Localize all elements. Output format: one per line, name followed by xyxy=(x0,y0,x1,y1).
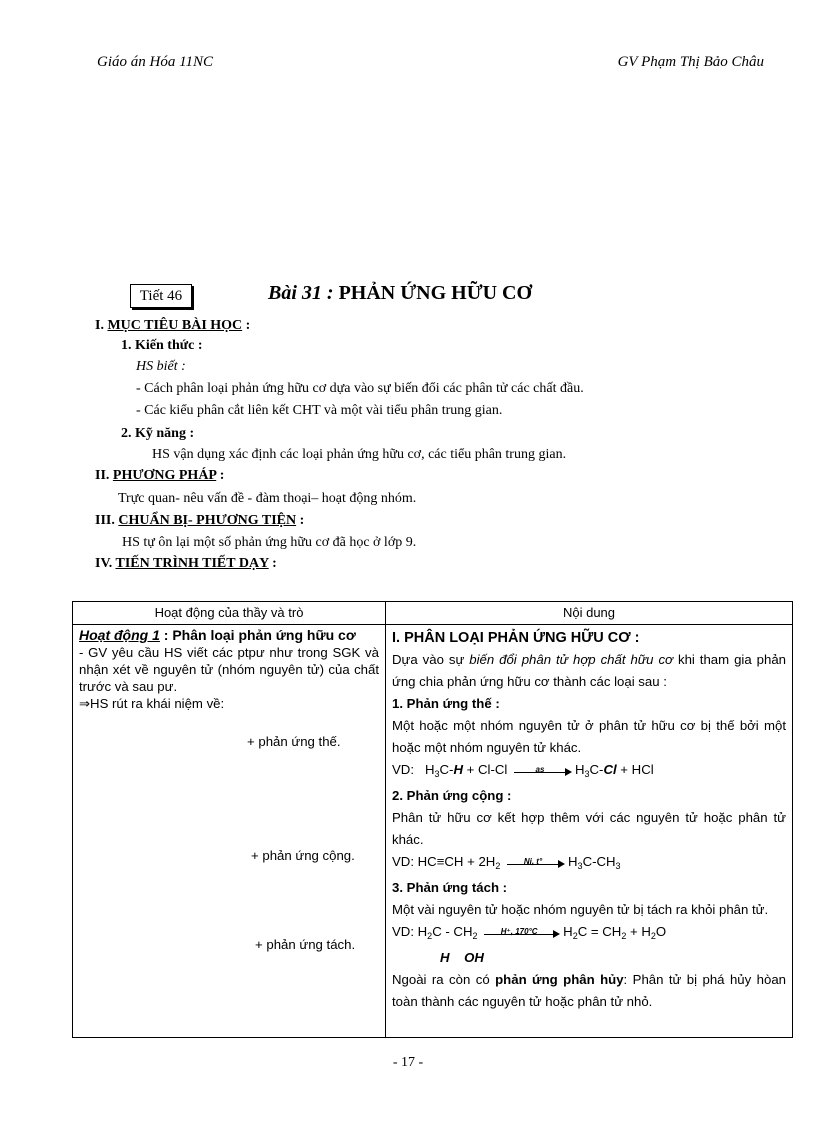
eq3-right-3: + H xyxy=(626,924,651,939)
eq1-right-1: H xyxy=(574,762,585,777)
eq3-right-3-sub: 2 xyxy=(650,931,656,941)
content-intro xyxy=(392,649,786,693)
gv-request-text: - GV yêu cầu HS viết các ptpư như trong SGK và nhận xét về nguyên tử (nhóm nguyên tử) của chất trước và sau pư. xyxy=(79,645,379,694)
eq2-left-1: VD: HC≡CH + 2H xyxy=(392,854,496,869)
reaction-1-title: 1. Phản ứng thế : xyxy=(392,696,500,711)
eq3-left-1-sub: 2 xyxy=(427,931,433,941)
eq3-right-4: O xyxy=(655,924,667,939)
hoat-dong-1-topic: : Phân loại phản ứng hữu cơ xyxy=(159,627,356,643)
content-heading: I. PHÂN LOẠI PHẢN ỨNG HỮU CƠ : xyxy=(392,630,640,646)
decomposition-text xyxy=(392,969,786,1017)
reaction-arrow-2 xyxy=(507,858,565,868)
reaction-arrow-1 xyxy=(514,766,572,776)
arrow-2-condition: Ni, t° xyxy=(523,856,543,866)
section-4-suffix: : xyxy=(268,556,277,571)
reaction-3-text: Một vài nguyên tử hoặc nhóm nguyên tử bị tách ra khỏi phân tử. xyxy=(392,902,769,917)
section-3-suffix: : xyxy=(296,513,305,528)
eq2-right-1: H xyxy=(568,854,578,869)
page-number: - 17 - xyxy=(392,1055,424,1070)
section-1-suffix: : xyxy=(242,318,251,333)
decomp-part-a: Ngoài ra còn có xyxy=(392,972,496,987)
intro-part-c: khi tham gia phản ứng chia phản ứng hữu cơ thành các loại sau : xyxy=(392,652,786,689)
concept-tach: + phản ứng tách. xyxy=(255,937,356,952)
phuong-phap-text: Trực quan- nêu vấn đề - đàm thoại– hoạt động nhóm. xyxy=(118,491,417,506)
reaction-2-text: Phân tử hữu cơ kết hợp thêm với các nguyên tử hoặc phân tử khác. xyxy=(392,810,786,847)
eq1-right-4: + HCl xyxy=(616,762,654,777)
kien-thuc-item-1: - Cách phân loại phản ứng hữu cơ dựa vào sự biến đổi các phân tử các chất đầu. xyxy=(136,381,584,396)
chuan-bi-text: HS tự ôn lại một số phản ứng hữu cơ đã học ở lớp 9. xyxy=(122,535,417,550)
intro-part-a: Dựa vào sự xyxy=(392,652,470,667)
reaction-1-text: Một hoặc một nhóm nguyên tử ở phân tử hữu cơ bị thế bởi một hoặc một nhóm nguyên tử khác. xyxy=(392,718,786,755)
concept-the: + phản ứng thế. xyxy=(247,734,341,749)
eq1-left-1-sub: 3 xyxy=(434,769,440,779)
hoat-dong-1-title xyxy=(79,627,379,644)
reaction-2-equation xyxy=(392,851,786,877)
section-2-heading xyxy=(95,468,224,484)
eq2-right-2: C-CH xyxy=(582,854,616,869)
reaction-2-title: 2. Phản ứng cộng : xyxy=(392,788,512,803)
reaction-3-title: 3. Phản ứng tách : xyxy=(392,880,508,895)
lesson-number: Bài 31 : xyxy=(268,282,334,304)
intro-part-b: biến đổi phân tử hợp chất hữu cơ xyxy=(469,652,674,667)
reaction-1-equation xyxy=(392,759,786,785)
eq3-left-2-sub: 2 xyxy=(472,931,478,941)
concept-cong: + phản ứng cộng. xyxy=(251,848,355,863)
section-3-heading xyxy=(95,513,304,529)
hoat-dong-1-label: Hoạt động 1 xyxy=(79,627,160,643)
eq3-left-1: VD: H xyxy=(392,924,428,939)
eq1-right-1-sub: 3 xyxy=(584,769,590,779)
vd-label: VD: xyxy=(392,762,414,777)
eq3-right-1: H xyxy=(563,924,573,939)
arrow-3-condition: H⁺, 170°C xyxy=(500,926,538,936)
section-1-number: I. xyxy=(95,318,108,333)
reaction-arrow-3 xyxy=(484,928,560,938)
ky-nang-item: HS vận dụng xác định các loại phản ứng hữu cơ, các tiểu phân trung gian. xyxy=(152,447,567,462)
table-header-right: Nội dung xyxy=(386,602,793,625)
section-2-label: PHƯƠNG PHÁP xyxy=(112,468,217,483)
subsection-ky-nang: 2. Kỹ năng : xyxy=(121,426,195,441)
kien-thuc-item-2: - Các kiểu phân cắt liên kết CHT và một vài tiểu phân trung gian. xyxy=(136,403,503,418)
decomp-part-b: phản ứng phân hủy xyxy=(495,972,624,987)
section-4-number: IV. xyxy=(95,556,116,571)
eq1-right-2: C- xyxy=(589,762,604,777)
decomp-part-c: : Phân tử bị phá hủy hòan toàn thành các nguyên tử hoặc phân tử nhỏ. xyxy=(392,972,786,1009)
header-left: Giáo án Hóa 11NC xyxy=(97,54,213,70)
reaction-3-substituents: H OH xyxy=(440,950,484,965)
arrow-1-condition: as xyxy=(535,764,545,774)
section-1-heading xyxy=(95,318,250,334)
section-3-label: CHUẨN BỊ- PHƯƠNG TIỆN xyxy=(118,513,297,528)
eq3-left-2: C - CH xyxy=(432,924,473,939)
reaction-3-equation xyxy=(392,921,786,947)
lesson-name: PHẢN ỨNG HỮU CƠ xyxy=(333,282,533,304)
section-4-label: TIẾN TRÌNH TIẾT DẠY xyxy=(115,556,269,571)
tiet-box: Tiết 46 xyxy=(130,284,192,308)
eq1-left-2: C- xyxy=(439,762,454,777)
eq2-right-1-sub: 3 xyxy=(577,861,583,871)
section-3-number: III. xyxy=(95,513,119,528)
eq2-right-2-sub: 3 xyxy=(615,861,621,871)
eq3-right-2-sub: 2 xyxy=(621,931,627,941)
section-1-label: MỤC TIÊU BÀI HỌC xyxy=(107,318,243,333)
header-right: GV Phạm Thị Bảo Châu xyxy=(617,54,764,70)
subsection-kien-thuc: 1. Kiến thức : xyxy=(121,338,203,353)
eq3-right-2: C = CH xyxy=(577,924,622,939)
eq1-left-3: H xyxy=(453,762,463,777)
table-header-left: Hoạt động của thầy và trò xyxy=(73,602,386,625)
eq3-right-1-sub: 2 xyxy=(572,931,578,941)
lesson-table xyxy=(72,601,793,1038)
section-4-heading xyxy=(95,556,277,572)
eq1-right-3: Cl xyxy=(603,762,617,777)
hs-conclusion-text: ⇒HS rút ra khái niệm về: xyxy=(79,696,225,711)
eq2-left-1-sub: 2 xyxy=(495,861,501,871)
lesson-title xyxy=(268,282,532,305)
activity-column xyxy=(73,625,386,1038)
section-2-number: II. xyxy=(95,468,113,483)
eq1-left-1: H xyxy=(424,762,435,777)
content-column xyxy=(386,625,793,1038)
eq1-left-4: + Cl-Cl xyxy=(462,762,508,777)
hs-biet-label: HS biết : xyxy=(136,359,186,374)
section-2-suffix: : xyxy=(216,468,225,483)
